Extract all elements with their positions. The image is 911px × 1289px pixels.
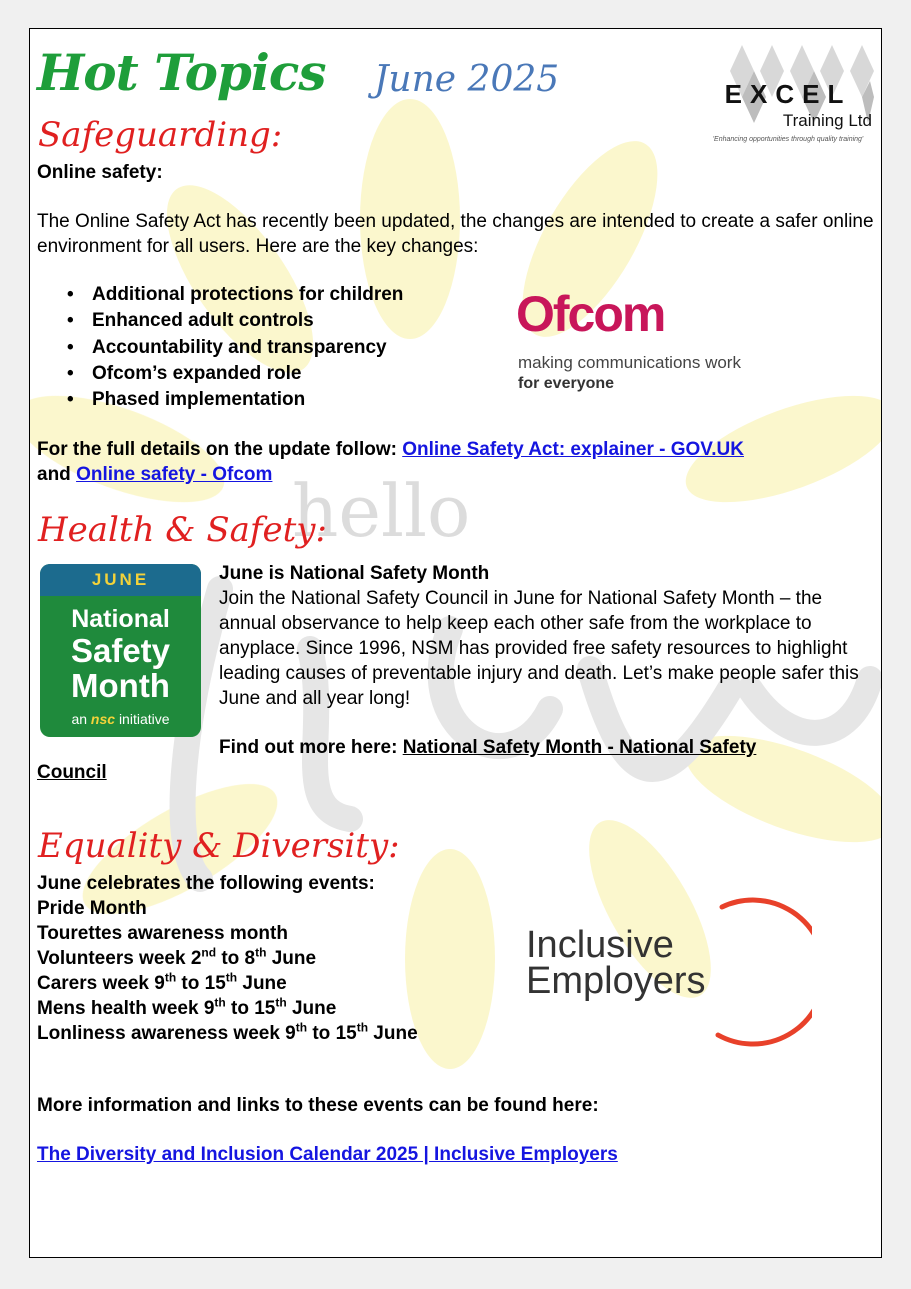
key-changes-list bbox=[37, 282, 497, 413]
event-to: to 15 bbox=[307, 1023, 357, 1044]
list-item: • Phased implementation bbox=[37, 387, 497, 413]
gov-uk-explainer-link[interactable]: Online Safety Act: explainer - GOV.UK bbox=[402, 439, 744, 460]
event-to: to 15 bbox=[225, 998, 276, 1019]
event-suffix: June bbox=[286, 998, 337, 1019]
badge-line-1: National bbox=[71, 605, 170, 633]
list-item: • Enhanced adult controls bbox=[37, 308, 497, 334]
ofcom-logo bbox=[516, 286, 766, 397]
event-to: to 15 bbox=[176, 973, 226, 994]
badge-footer bbox=[40, 711, 201, 727]
excel-logo-name: EXCEL bbox=[724, 79, 852, 109]
events-intro: June celebrates the following events: bbox=[37, 873, 375, 894]
event-mens-health-week bbox=[37, 996, 517, 1021]
find-out-more-line bbox=[219, 735, 871, 760]
nsc-safety-month-link-cont[interactable]: Council bbox=[37, 762, 107, 783]
june-events-list bbox=[37, 871, 517, 1046]
background-hello-text: hello bbox=[292, 469, 471, 553]
event-label: Carers week 9 bbox=[37, 973, 165, 994]
find-out-more-label: Find out more here: bbox=[219, 737, 398, 758]
equality-diversity-heading: Equality & Diversity: bbox=[38, 826, 400, 866]
event-label: Mens health week 9 bbox=[37, 998, 215, 1019]
event-sup: nd bbox=[201, 945, 217, 960]
event-suffix: June bbox=[237, 973, 287, 994]
badge-footer-prefix: an bbox=[71, 711, 88, 727]
excel-logo-subtitle: Training Ltd bbox=[782, 111, 872, 130]
excel-logo-tagline: 'Enhancing opportunities through quality training' bbox=[712, 136, 864, 143]
inclusive-employers-logo bbox=[522, 895, 812, 1050]
online-safety-details bbox=[37, 437, 877, 487]
event-tourettes-awareness: Tourettes awareness month bbox=[37, 923, 288, 944]
event-label: Volunteers week 2 bbox=[37, 948, 202, 969]
event-carers-week bbox=[37, 971, 517, 996]
safety-month-subheading: June is National Safety Month bbox=[219, 563, 490, 584]
event-pride-month: Pride Month bbox=[37, 898, 147, 919]
details-and: and bbox=[37, 464, 71, 485]
event-to: to 8 bbox=[216, 948, 256, 969]
page-title: Hot Topics bbox=[37, 43, 326, 102]
excel-training-logo bbox=[702, 41, 874, 143]
inclusive-logo-line-1: Inclusive bbox=[526, 924, 674, 966]
event-sup: th bbox=[164, 970, 177, 985]
event-lonliness-awareness-week bbox=[37, 1021, 517, 1046]
event-sup: th bbox=[214, 995, 226, 1010]
national-safety-month-badge bbox=[40, 564, 201, 737]
online-safety-intro: The Online Safety Act has recently been updated, the changes are intended to create a safer online environment for all users. Here are the key changes: bbox=[37, 211, 874, 257]
newsletter-page bbox=[29, 28, 882, 1258]
badge-month: JUNE bbox=[91, 570, 150, 589]
inclusive-logo-text bbox=[526, 924, 706, 1002]
event-sup: th bbox=[356, 1020, 369, 1035]
ofcom-online-safety-link[interactable]: Online safety - Ofcom bbox=[76, 464, 273, 485]
online-safety-subheading: Online safety: bbox=[37, 162, 163, 183]
inclusive-logo-line-2: Employers bbox=[526, 960, 706, 1002]
safeguarding-heading: Safeguarding: bbox=[38, 115, 283, 155]
nsc-safety-month-link[interactable]: National Safety Month - National Safety bbox=[402, 737, 757, 758]
nsc-brand: nsc bbox=[90, 711, 116, 727]
more-info-text: More information and links to these events can be found here: bbox=[37, 1095, 599, 1116]
ofcom-logo-tagline-1: making communications work bbox=[518, 353, 741, 372]
badge-line-2: Safety bbox=[70, 632, 171, 669]
details-prefix: For the full details on the update follow: bbox=[37, 439, 397, 460]
calendar-link-line bbox=[37, 1142, 877, 1167]
event-sup: th bbox=[225, 970, 238, 985]
list-item: • Ofcom’s expanded role bbox=[37, 361, 497, 387]
event-sup: th bbox=[275, 995, 287, 1010]
list-item: • Accountability and transparency bbox=[37, 335, 497, 361]
list-item: • Additional protections for children bbox=[37, 282, 497, 308]
event-suffix: June bbox=[368, 1023, 418, 1044]
event-volunteers-week bbox=[37, 946, 517, 971]
diversity-calendar-link[interactable]: The Diversity and Inclusion Calendar 2025 | Inclusive Employers bbox=[37, 1144, 618, 1165]
ofcom-logo-name: Ofcom bbox=[516, 286, 665, 342]
ofcom-logo-tagline-2: for everyone bbox=[518, 375, 615, 392]
badge-line-3: Month bbox=[71, 667, 170, 704]
event-label: Lonliness awareness week 9 bbox=[37, 1023, 296, 1044]
event-sup: th bbox=[295, 1020, 308, 1035]
safety-month-body: Join the National Safety Council in June for National Safety Month – the annual observance to help keep each other safe from the workplace to anyplace. Since 1996, NSM has provided free safety resources to highlight leading causes of preventable injury and death. Let’s make people safer this June and all year long! bbox=[219, 588, 859, 709]
health-safety-heading: Health & Safety: bbox=[38, 510, 327, 550]
page-date: June 2025 bbox=[374, 59, 560, 100]
event-suffix: June bbox=[266, 948, 317, 969]
badge-footer-suffix: initiative bbox=[118, 711, 170, 727]
event-sup: th bbox=[255, 945, 267, 960]
find-out-more-line-2 bbox=[37, 760, 107, 785]
